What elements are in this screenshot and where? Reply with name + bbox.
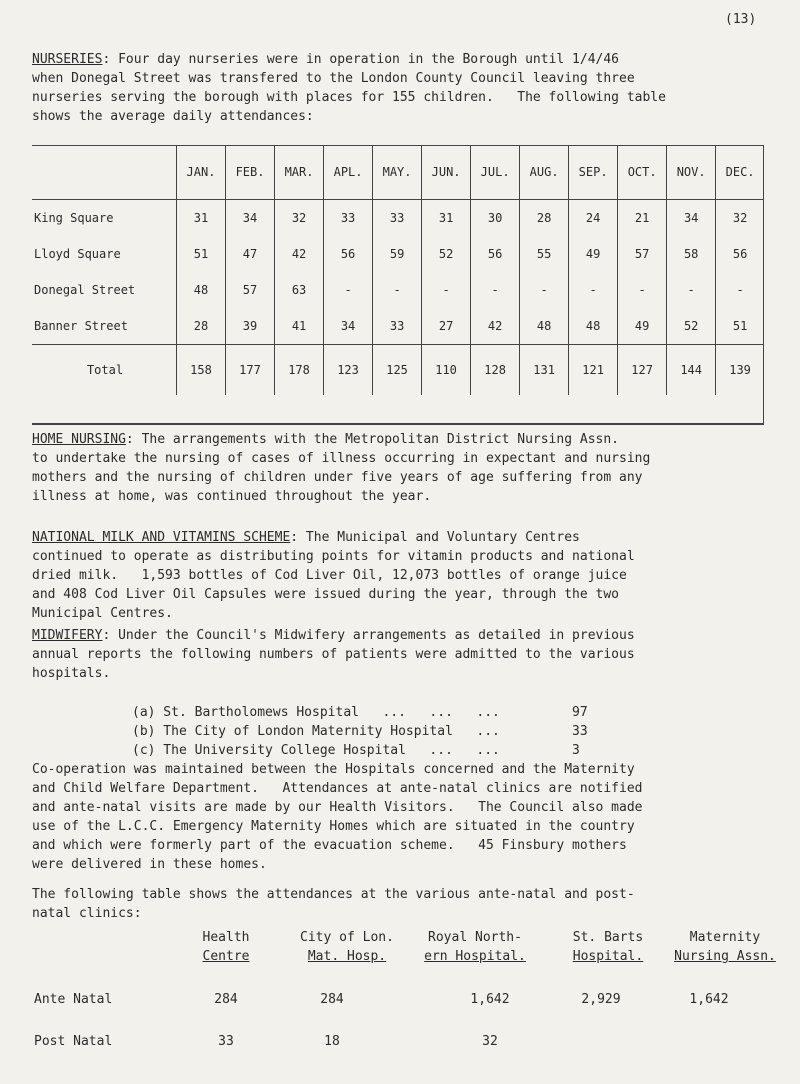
attendance-cell: 56 (471, 236, 520, 272)
attendance-row (32, 200, 764, 237)
attendance-cell: - (618, 272, 667, 308)
month-header: OCT. (618, 145, 667, 200)
attendance-cell: 121 (569, 345, 618, 396)
month-header: SEP. (569, 145, 618, 200)
hospital-label: (c) The University College Hospital ... ... (132, 743, 500, 758)
month-header: JAN. (177, 145, 226, 200)
attendance-cell: - (520, 272, 569, 308)
attendance-cell: 48 (569, 308, 618, 345)
post-natal-value: 32 (482, 1034, 498, 1049)
milk-text: : The Municipal and Voluntary Centres continued to operate as distributing points for vitamin products and national dried milk. 1,593 bottles of Cod Liver Oil, 12,073 bottles of orange juice and 408 Cod Liver Oil Capsules were issued during the year, through the two Municipal Centres. (32, 530, 635, 621)
attendance-row (32, 236, 764, 272)
nursery-name: King Square (34, 211, 114, 225)
midwifery-paragraph (32, 626, 772, 683)
clinics-intro: The following table shows the attendances at the various ante-natal and post- natal clinics: (32, 887, 635, 921)
month-header: APL. (324, 145, 373, 200)
clinic-col-line2: Hospital. (572, 949, 644, 964)
clinic-col-line1: Royal North- (428, 930, 522, 945)
midwifery-text: : Under the Council's Midwifery arrangements as detailed in previous annual reports the following numbers of patients were admitted to the various hospitals. (32, 628, 635, 681)
nursery-name: Donegal Street (34, 283, 136, 297)
hospital-value: 97 (572, 705, 588, 720)
nursery-name: Banner Street (34, 319, 128, 333)
post-natal-value: 18 (324, 1034, 340, 1049)
nurseries-heading: NURSERIES (32, 52, 103, 67)
attendance-cell: 32 (275, 200, 324, 237)
attendance-row (32, 345, 764, 396)
attendance-cell: 56 (716, 236, 764, 272)
attendance-cell: - (373, 272, 422, 308)
month-header: FEB. (226, 145, 275, 200)
attendance-cell: - (422, 272, 471, 308)
hospital-row (132, 703, 632, 722)
attendance-cell: 55 (520, 236, 569, 272)
clinic-col-maternity-nursing (664, 928, 786, 966)
month-header: MAY. (373, 145, 422, 200)
clinic-col-line1: Health (202, 930, 250, 945)
attendance-cell: 110 (422, 345, 471, 396)
nursery-name: Total (32, 345, 177, 396)
attendance-cell: 42 (471, 308, 520, 345)
attendance-cell: 32 (716, 200, 764, 237)
attendance-cell: 125 (373, 345, 422, 396)
clinic-col-line1: St. Barts (572, 930, 644, 945)
clinic-col-line2: Mat. Hosp. (307, 949, 387, 964)
hospital-row (132, 741, 632, 760)
nurseries-text: : Four day nurseries were in operation in the Borough until 1/4/46 when Donegal Street was transfered to the London County Council leaving three nurseries serving the borough with places for 155 children. The following table shows the average daily attendances: (32, 52, 666, 124)
attendance-cell: - (471, 272, 520, 308)
header-blank (32, 145, 177, 200)
attendance-cell: 57 (226, 272, 275, 308)
attendance-cell: 42 (275, 236, 324, 272)
hospital-value: 3 (572, 743, 580, 758)
clinic-col-line2: Centre (202, 949, 250, 964)
attendance-cell: 34 (667, 200, 716, 237)
attendance-cell: 24 (569, 200, 618, 237)
attendance-cell: 48 (520, 308, 569, 345)
attendance-cell: 28 (177, 308, 226, 345)
attendance-cell: 47 (226, 236, 275, 272)
ante-natal-value: 284 (320, 992, 344, 1007)
attendance-cell: 52 (667, 308, 716, 345)
attendance-cell: 178 (275, 345, 324, 396)
ante-natal-label: Ante Natal (34, 992, 113, 1007)
attendance-cell: 56 (324, 236, 373, 272)
home-nursing-paragraph (32, 430, 772, 506)
attendance-cell: 31 (177, 200, 226, 237)
attendance-cell: 49 (618, 308, 667, 345)
month-header: NOV. (667, 145, 716, 200)
milk-heading: NATIONAL MILK AND VITAMINS SCHEME (32, 530, 291, 545)
clinic-col-line2: Nursing Assn. (674, 949, 776, 964)
ante-natal-value: 1,642 (689, 992, 729, 1007)
attendance-cell: - (716, 272, 764, 308)
clinic-col-st-barts (558, 928, 658, 966)
attendance-cell: 177 (226, 345, 275, 396)
hospital-label: (a) St. Bartholomews Hospital ... ... ... (132, 705, 500, 720)
attendance-cell: 33 (324, 200, 373, 237)
attendance-cell: 128 (471, 345, 520, 396)
attendance-cell: 158 (177, 345, 226, 396)
post-natal-label: Post Natal (34, 1034, 113, 1049)
midwifery-heading: MIDWIFERY (32, 628, 103, 643)
month-header: AUG. (520, 145, 569, 200)
attendance-cell: 58 (667, 236, 716, 272)
nurseries-paragraph (32, 50, 772, 126)
month-header: JUN. (422, 145, 471, 200)
attendance-row (32, 272, 764, 308)
attendance-cell: - (667, 272, 716, 308)
month-header: DEC. (716, 145, 764, 200)
attendance-cell: 127 (618, 345, 667, 396)
attendance-cell: 33 (373, 308, 422, 345)
home-nursing-heading: HOME NURSING (32, 432, 126, 447)
attendance-cell: 30 (471, 200, 520, 237)
ante-natal-value: 284 (214, 992, 238, 1007)
attendance-cell: 27 (422, 308, 471, 345)
attendance-header-row (32, 145, 764, 200)
attendance-cell: 123 (324, 345, 373, 396)
attendance-cell: - (569, 272, 618, 308)
attendance-cell: 41 (275, 308, 324, 345)
milk-paragraph (32, 528, 772, 623)
hospital-label: (b) The City of London Maternity Hospital ... (132, 724, 500, 739)
attendance-cell: 57 (618, 236, 667, 272)
home-nursing-text: : The arrangements with the Metropolitan District Nursing Assn. to undertake the nursing of cases of illness occurring in expectant and nursing mothers and the nursing of children under five years of age suffering from any illness at home, was continued throughout the year. (32, 432, 651, 504)
page-number: (13) (725, 12, 757, 27)
ante-natal-value: 2,929 (581, 992, 621, 1007)
hospital-value: 33 (572, 724, 588, 739)
clinic-col-line1: Maternity (689, 930, 761, 945)
attendance-cell: 31 (422, 200, 471, 237)
attendance-table (32, 145, 764, 395)
attendance-cell: 49 (569, 236, 618, 272)
attendance-cell: 33 (373, 200, 422, 237)
attendance-cell: 51 (716, 308, 764, 345)
clinic-col-line1: City of Lon. (300, 930, 394, 945)
attendance-row (32, 308, 764, 345)
clinic-col-city-of-london (292, 928, 402, 966)
attendance-cell: 34 (226, 200, 275, 237)
attendance-cell: 59 (373, 236, 422, 272)
attendance-cell: - (324, 272, 373, 308)
attendance-cell: 39 (226, 308, 275, 345)
clinic-col-health-centre (178, 928, 274, 966)
attendance-cell: 52 (422, 236, 471, 272)
hospital-row (132, 722, 632, 741)
attendance-cell: 63 (275, 272, 324, 308)
month-header: MAR. (275, 145, 324, 200)
hospital-list (132, 703, 632, 760)
attendance-cell: 131 (520, 345, 569, 396)
attendance-cell: 48 (177, 272, 226, 308)
attendance-cell: 34 (324, 308, 373, 345)
nursery-name: Lloyd Square (34, 247, 121, 261)
attendance-cell: 144 (667, 345, 716, 396)
attendance-cell: 139 (716, 345, 764, 396)
ante-natal-value: 1,642 (470, 992, 510, 1007)
clinic-col-royal-northern (420, 928, 530, 966)
attendance-cell: 28 (520, 200, 569, 237)
cooperation-paragraph: Co-operation was maintained between the Hospitals concerned and the Maternity and Child Welfare Department. Attendances at ante-natal clinics are notified and ante-natal visits are made by our Health Visitors. The Council also made use of the L.C.C. Emergency Maternity Homes which are situated in the country and which were formerly part of the evacuation scheme. 45 Finsbury mothers were delivered in these homes. (32, 762, 643, 872)
post-natal-value: 33 (218, 1034, 234, 1049)
clinic-col-line2: ern Hospital. (424, 949, 526, 964)
attendance-cell: 21 (618, 200, 667, 237)
month-header: JUL. (471, 145, 520, 200)
attendance-cell: 51 (177, 236, 226, 272)
